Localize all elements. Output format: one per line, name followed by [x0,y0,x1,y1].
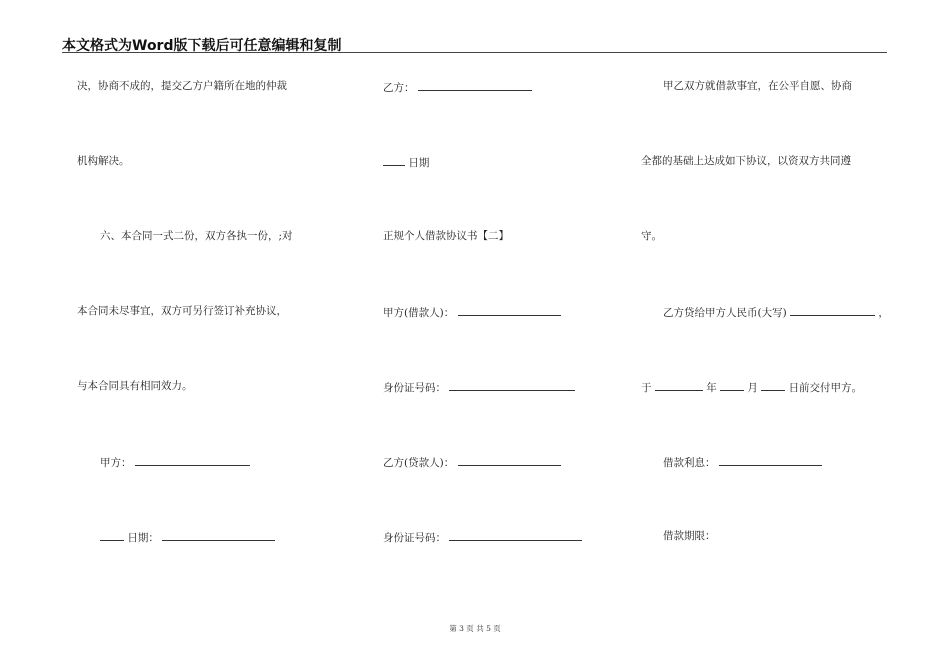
lender-id-label: 身份证号码： [383,532,446,544]
delivery-date-line [641,380,862,394]
party-a-date-blank [162,530,275,541]
borrower-id-label: 身份证号码： [383,382,446,394]
left-line-2: 机构解决。 [77,155,130,167]
date-prefix-blank [100,530,124,541]
loan-interest-label: 借款利息： [663,457,716,469]
party-a-date-label: 日期： [127,532,159,544]
day-blank [761,380,785,391]
left-line-4: 本合同未尽事宜，双方可另行签订补充协议， [77,305,287,317]
lender-id-line [383,530,582,544]
loan-term-label: 借款期限： [663,530,716,542]
loan-amount-comma: ， [878,307,889,319]
month-label: 月 [747,382,758,394]
right-line-3: 守。 [641,230,662,242]
party-b-label: 乙方： [383,82,415,94]
party-b-blank [418,80,532,91]
left-line-1: 决，协商不成的，提交乙方户籍所在地的仲裁 [77,80,287,92]
borrower-line [383,305,561,319]
loan-amount-label: 乙方贷给甲方人民币(大写) [663,307,787,319]
lender-label: 乙方(贷款人)： [383,457,455,469]
left-line-3: 六、本合同一式二份，双方各执一份，;对 [100,230,293,242]
delivery-prefix: 于 [641,382,652,394]
loan-amount-blank [790,305,875,316]
loan-amount-line [663,305,889,319]
loan-interest-line [663,455,822,469]
page-indicator: 第 3 页 共 5 页 [449,624,501,633]
year-label: 年 [706,382,717,394]
borrower-blank [458,305,561,316]
borrower-id-line [383,380,575,394]
lender-id-blank [449,530,582,541]
party-b-date-line [383,155,429,169]
document-header-title: 本文格式为Word版下载后可任意编辑和复制 [62,38,342,54]
lender-line [383,455,561,469]
borrower-id-blank [449,380,575,391]
right-line-2: 全都的基础上达成如下协议，以资双方共同遵 [641,155,851,167]
party-b-date-label: 日期 [408,157,430,169]
agreement-heading: 正规个人借款协议书【二】 [383,230,509,242]
year-blank [655,380,703,391]
party-b-date-blank [383,155,405,166]
party-a-label: 甲方： [100,457,132,469]
loan-term-line [663,530,716,542]
loan-interest-blank [719,455,822,466]
party-a-signature-line [100,455,250,469]
party-b-signature-line [383,80,532,94]
borrower-label: 甲方(借款人)： [383,307,455,319]
left-line-5: 与本合同具有相同效力。 [77,380,193,392]
delivery-suffix: 日前交付甲方。 [788,382,863,394]
right-line-1: 甲乙双方就借款事宜，在公平自愿、协商 [663,80,852,92]
month-blank [720,380,744,391]
party-a-blank [135,455,250,466]
party-a-date-line [100,530,275,544]
header-divider [62,52,887,53]
lender-blank [458,455,561,466]
